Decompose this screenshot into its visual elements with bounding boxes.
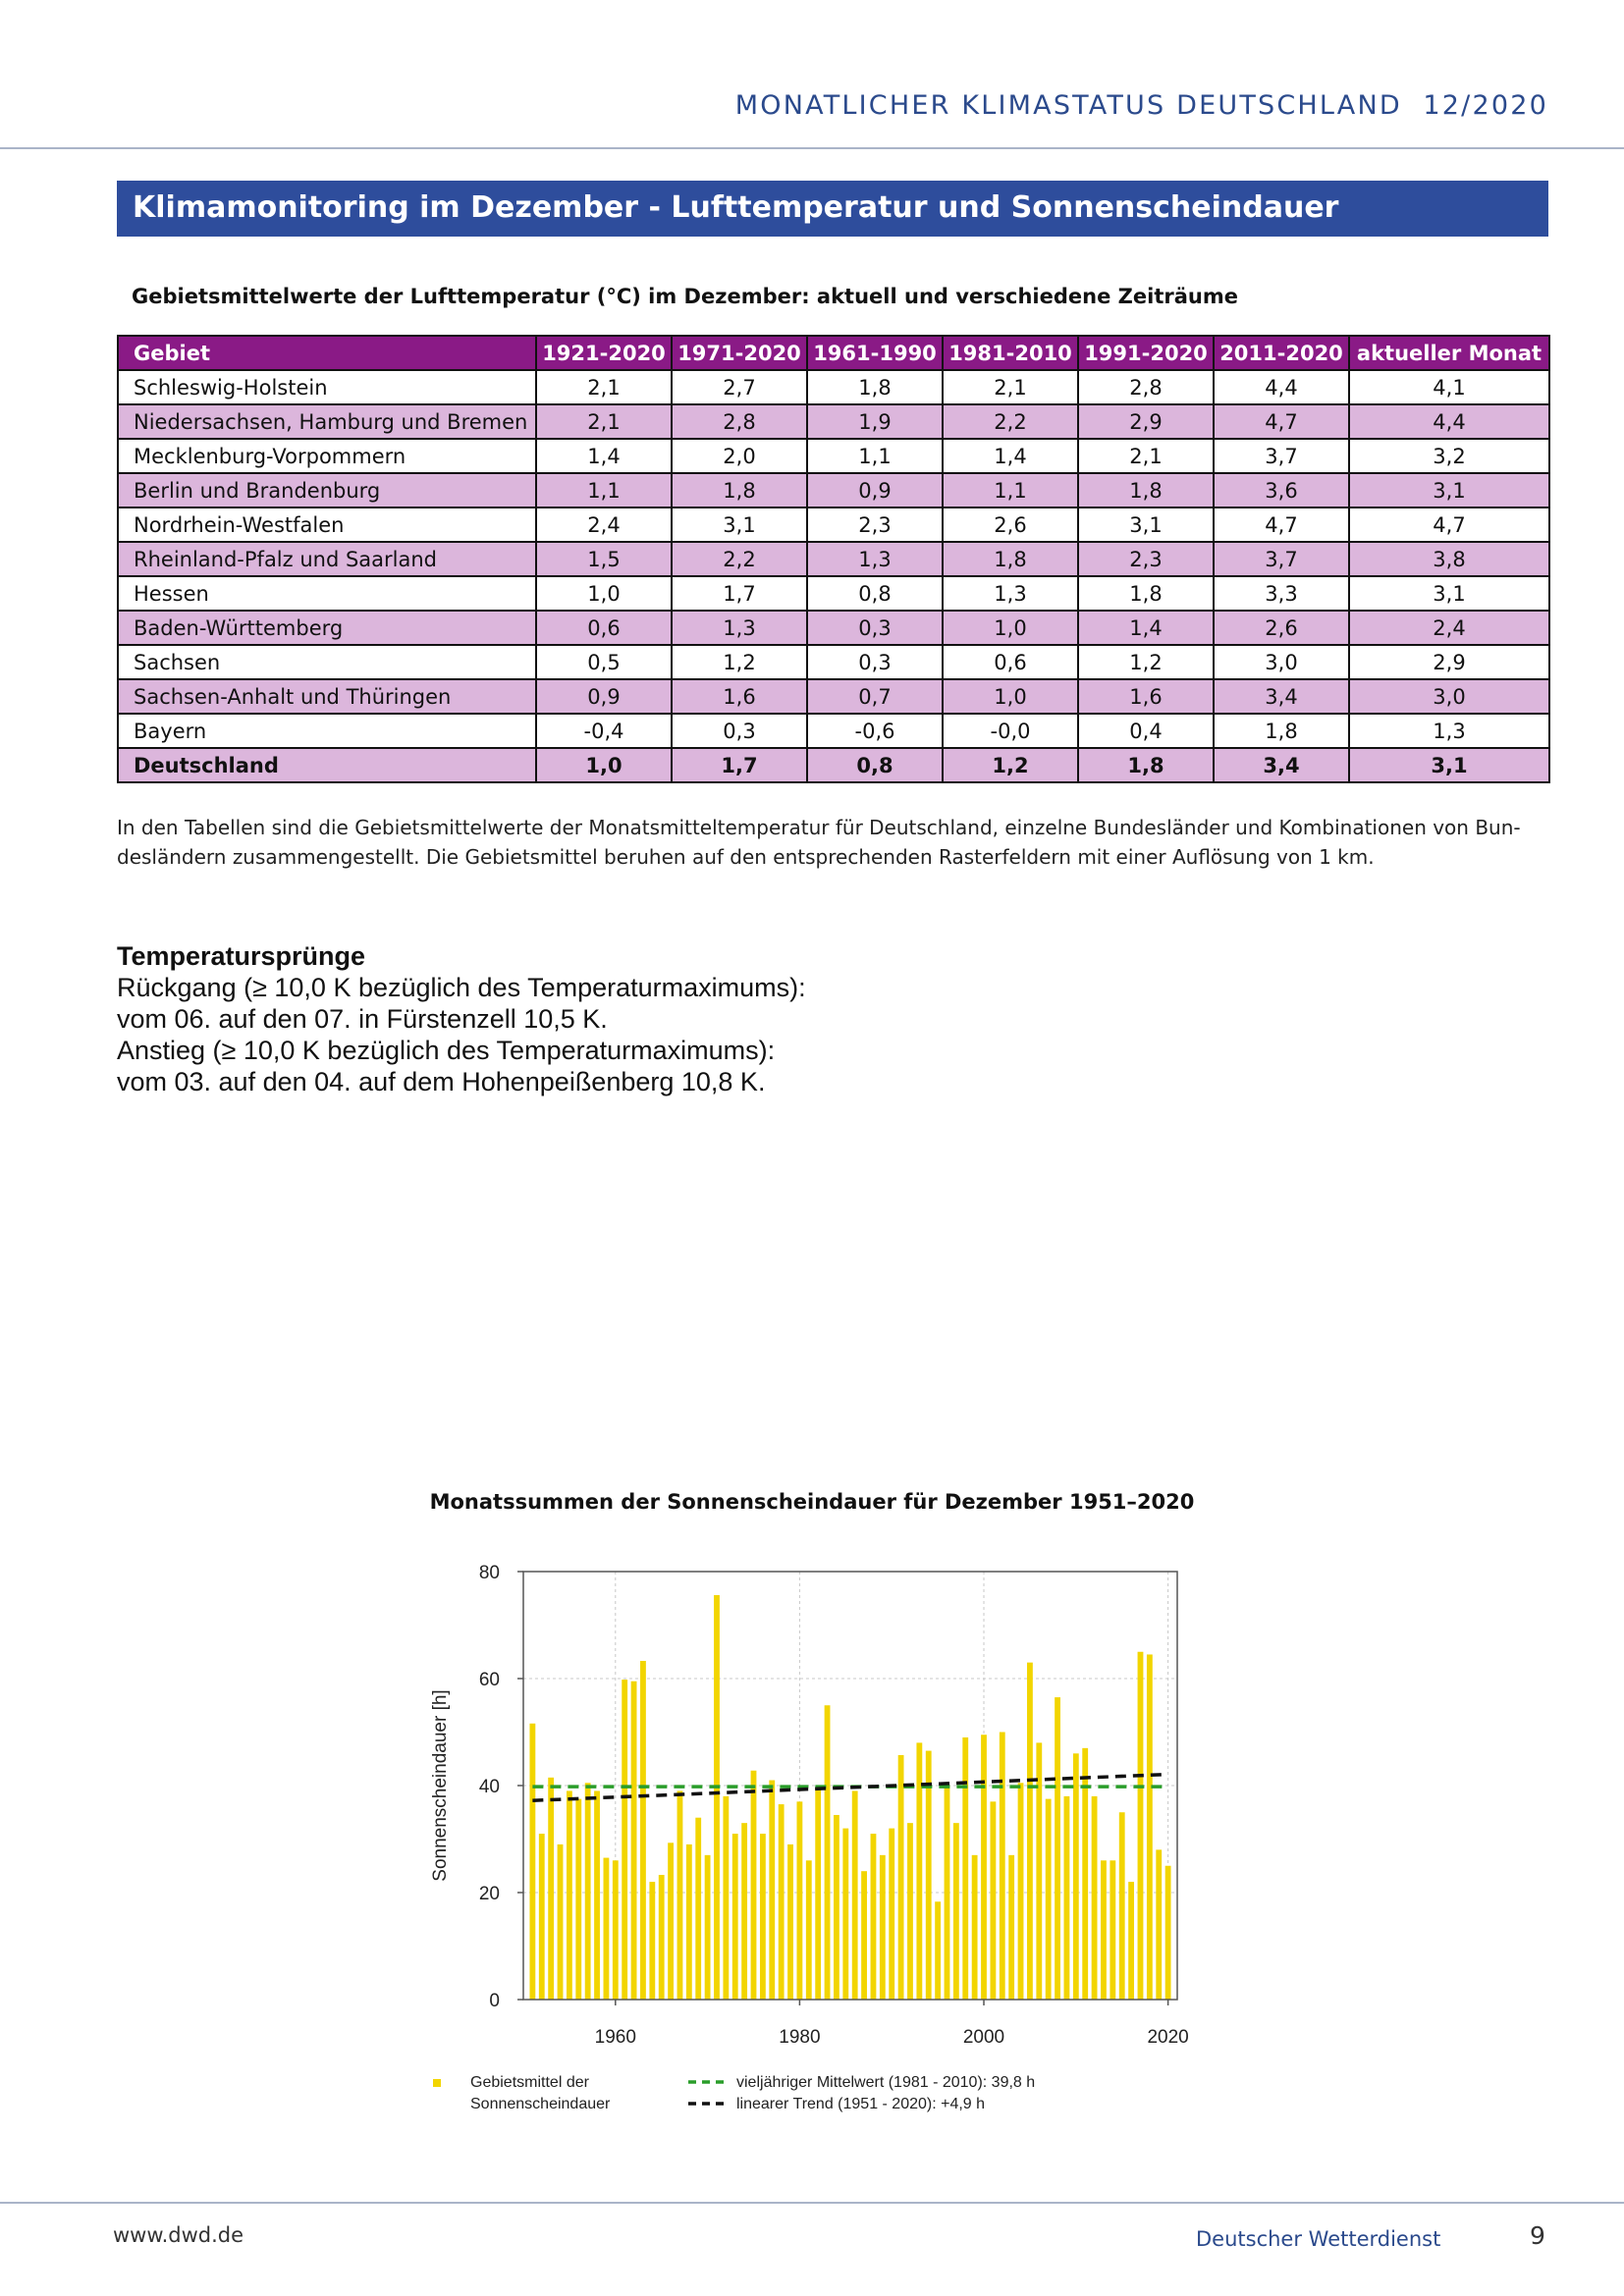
section-title-bar <box>117 181 1548 237</box>
table-header-row <box>118 336 1549 370</box>
bar <box>981 1735 987 2000</box>
temperature-cell: 1,1 <box>807 439 943 473</box>
bar <box>732 1834 738 2000</box>
bar <box>953 1823 959 2000</box>
table-row <box>118 507 1549 542</box>
temperature-cell: 1,6 <box>1078 679 1214 714</box>
temperature-cell: 1,8 <box>1078 748 1214 782</box>
table-title: Gebietsmittelwerte der Lufttemperatur (°C) im Dezember: aktuell und verschiedene Zeiträume <box>132 285 1238 308</box>
temperature-cell: 4,7 <box>1349 507 1549 542</box>
note-line-2: desländern zusammengestellt. Die Gebietsmittel beruhen auf den entsprechenden Rasterfeldern mit einer Auflösung von 1 km. <box>117 845 1375 869</box>
bar <box>529 1724 535 2000</box>
footer-org: Deutscher Wetterdienst <box>1196 2227 1441 2251</box>
temperature-cell: 3,6 <box>1214 473 1349 507</box>
region-cell: Niedersachsen, Hamburg und Bremen <box>118 404 536 439</box>
bar <box>1046 1799 1052 2000</box>
table-row <box>118 679 1549 714</box>
bar <box>842 1829 848 2000</box>
temperature-cell: 0,4 <box>1078 714 1214 748</box>
bar <box>797 1801 803 2000</box>
bar <box>604 1858 610 2000</box>
temperature-jumps <box>117 940 806 1097</box>
temperature-cell: 3,2 <box>1349 439 1549 473</box>
jump-line-3: Anstieg (≥ 10,0 K bezüglich des Temperaturmaximums): <box>117 1036 776 1065</box>
bar <box>714 1595 720 2000</box>
temperature-cell: 1,3 <box>1349 714 1549 748</box>
bar <box>585 1783 591 2000</box>
bar <box>677 1790 683 2000</box>
temperature-cell: 3,1 <box>1349 473 1549 507</box>
temperature-cell: 2,1 <box>943 370 1078 404</box>
region-cell: Sachsen-Anhalt und Thüringen <box>118 679 536 714</box>
temperature-cell: 1,1 <box>536 473 672 507</box>
temperature-cell: 0,8 <box>807 576 943 611</box>
temperature-cell: 2,9 <box>1349 645 1549 679</box>
bar <box>1000 1733 1005 2001</box>
note-line-1: In den Tabellen sind die Gebietsmittelwerte der Monatsmitteltemperatur für Deutschland, einzelne Bundesländer und Kombinationen von Bun- <box>117 816 1521 839</box>
bar <box>760 1834 766 2000</box>
jump-line-2: vom 06. auf den 07. in Fürstenzell 10,5 K. <box>117 1004 608 1034</box>
temperature-cell: 2,8 <box>1078 370 1214 404</box>
temperature-cell: 3,4 <box>1214 679 1349 714</box>
region-cell: Rheinland-Pfalz und Saarland <box>118 542 536 576</box>
region-cell: Nordrhein-Westfalen <box>118 507 536 542</box>
table-row <box>118 714 1549 748</box>
column-header-period: 1921-2020 <box>536 336 672 370</box>
bar <box>779 1804 785 2000</box>
legend-bar-label-1: Gebietsmittel der <box>470 2074 589 2091</box>
bar <box>1092 1796 1098 2000</box>
bar <box>815 1789 821 2000</box>
temperature-cell: 2,0 <box>672 439 807 473</box>
column-header-period: 1971-2020 <box>672 336 807 370</box>
bar <box>861 1871 867 2000</box>
temperature-cell: 2,2 <box>943 404 1078 439</box>
temperature-cell: 1,6 <box>672 679 807 714</box>
column-header-period: aktueller Monat <box>1349 336 1549 370</box>
bar <box>1027 1663 1033 2000</box>
temperature-cell: 0,3 <box>672 714 807 748</box>
temperature-cell: 4,7 <box>1214 404 1349 439</box>
bar <box>1156 1849 1162 2000</box>
section-title: Klimamonitoring im Dezember - Lufttemperatur und Sonnenscheindauer <box>133 190 1339 225</box>
bar <box>907 1823 913 2000</box>
legend-bar-label-2: Sonnenscheindauer <box>470 2096 611 2112</box>
bar <box>871 1834 877 2000</box>
region-cell: Hessen <box>118 576 536 611</box>
bar <box>613 1860 619 2000</box>
column-header-period: 2011-2020 <box>1214 336 1349 370</box>
bar <box>539 1834 545 2000</box>
bar <box>825 1705 831 2000</box>
bar <box>723 1796 729 2000</box>
header-issue: 12/2020 <box>1423 90 1548 121</box>
bar <box>622 1680 627 2000</box>
temperature-cell: 0,8 <box>807 748 943 782</box>
temperature-cell: 4,4 <box>1349 404 1549 439</box>
temperature-cell: 3,1 <box>1349 748 1549 782</box>
bar <box>972 1855 978 2000</box>
bar <box>594 1790 600 2000</box>
page-footer <box>0 2202 1624 2296</box>
temperature-cell: 1,8 <box>807 370 943 404</box>
table-row <box>118 473 1549 507</box>
temperature-cell: 1,0 <box>943 679 1078 714</box>
temperature-cell: 2,8 <box>672 404 807 439</box>
page-number: 9 <box>1530 2221 1545 2250</box>
column-header-region: Gebiet <box>118 336 536 370</box>
temperature-cell: 1,2 <box>943 748 1078 782</box>
column-header-period: 1991-2020 <box>1078 336 1214 370</box>
header-title: MONATLICHER KLIMASTATUS DEUTSCHLAND 12/2020 <box>734 90 1548 121</box>
temperature-cell: 4,7 <box>1214 507 1349 542</box>
temperature-cell: 1,3 <box>807 542 943 576</box>
table-row <box>118 439 1549 473</box>
bar <box>659 1875 665 2000</box>
temperature-cell: 0,7 <box>807 679 943 714</box>
temperature-cell: 2,1 <box>1078 439 1214 473</box>
jump-line-1: Rückgang (≥ 10,0 K bezüglich des Temperaturmaximums): <box>117 973 806 1002</box>
temperature-cell: 1,8 <box>1078 576 1214 611</box>
table-row <box>118 645 1549 679</box>
temperature-cell: 2,1 <box>536 370 672 404</box>
bar <box>852 1790 858 2000</box>
column-header-period: 1981-2010 <box>943 336 1078 370</box>
legend-mean-label: vieljähriger Mittelwert (1981 - 2010): 39,8 h <box>736 2074 1036 2091</box>
temperature-cell: 2,6 <box>943 507 1078 542</box>
temperature-cell: 2,6 <box>1214 611 1349 645</box>
legend-bar-swatch <box>433 2079 441 2087</box>
temperature-cell: 4,1 <box>1349 370 1549 404</box>
table-row <box>118 370 1549 404</box>
bar <box>1101 1860 1107 2000</box>
temperature-cell: 1,2 <box>1078 645 1214 679</box>
bar <box>889 1829 894 2000</box>
page-header <box>0 0 1624 149</box>
bar <box>1064 1796 1070 2000</box>
temperature-cell: 0,6 <box>943 645 1078 679</box>
temperature-cell: 1,8 <box>672 473 807 507</box>
temperature-cell: 3,0 <box>1214 645 1349 679</box>
temperature-cell: 0,9 <box>536 679 672 714</box>
region-cell: Sachsen <box>118 645 536 679</box>
temperature-cell: 1,4 <box>536 439 672 473</box>
table-row <box>118 576 1549 611</box>
bar <box>962 1737 968 2000</box>
bar <box>1008 1855 1014 2000</box>
temperature-cell: 1,0 <box>536 576 672 611</box>
temperature-cell: 2,4 <box>536 507 672 542</box>
bar <box>916 1742 922 2000</box>
x-tick-label: 1980 <box>779 2027 821 2048</box>
temperature-cell: 2,2 <box>672 542 807 576</box>
table-note <box>117 813 1548 872</box>
bar <box>558 1844 564 2000</box>
y-tick-label: 0 <box>489 1991 500 2011</box>
bar <box>1073 1753 1079 2000</box>
temperature-cell: 1,5 <box>536 542 672 576</box>
temperature-cell: 1,3 <box>672 611 807 645</box>
bar <box>548 1778 554 2000</box>
temperature-cell: 0,9 <box>807 473 943 507</box>
bar <box>575 1799 581 2000</box>
temperature-cell: 2,7 <box>672 370 807 404</box>
bar <box>945 1786 950 2000</box>
temperature-cell: 1,0 <box>943 611 1078 645</box>
bar <box>1147 1654 1153 2000</box>
chart-title: Monatssummen der Sonnenscheindauer für Dezember 1951–2020 <box>429 1490 1195 1514</box>
temperature-cell: 3,8 <box>1349 542 1549 576</box>
temperature-cell: 3,7 <box>1214 439 1349 473</box>
bar <box>668 1842 674 2000</box>
y-tick-label: 80 <box>478 1563 500 1583</box>
temperature-jumps-title: Temperatursprünge <box>117 941 366 971</box>
bar <box>898 1755 904 2000</box>
temperature-cell: 3,1 <box>1078 507 1214 542</box>
bar <box>1018 1783 1024 2000</box>
table-row <box>118 542 1549 576</box>
jump-line-4: vom 03. auf den 04. auf dem Hohenpeißenberg 10,8 K. <box>117 1067 766 1096</box>
region-cell: Berlin und Brandenburg <box>118 473 536 507</box>
region-cell: Bayern <box>118 714 536 748</box>
region-cell: Mecklenburg-Vorpommern <box>118 439 536 473</box>
table-row <box>118 404 1549 439</box>
temperature-cell: 1,8 <box>1214 714 1349 748</box>
table-row <box>118 748 1549 782</box>
bar <box>990 1801 996 2000</box>
region-cell: Baden-Württemberg <box>118 611 536 645</box>
bar <box>935 1901 941 2000</box>
bar <box>880 1855 886 2000</box>
temperature-cell: 1,7 <box>672 576 807 611</box>
y-axis-label: Sonnenscheindauer [h] <box>430 1689 451 1882</box>
bar <box>686 1844 692 2000</box>
column-header-period: 1961-1990 <box>807 336 943 370</box>
temperature-cell: 3,3 <box>1214 576 1349 611</box>
x-tick-label: 2020 <box>1147 2027 1189 2048</box>
temperature-cell: 1,0 <box>536 748 672 782</box>
bar <box>806 1860 812 2000</box>
temperature-cell: 2,9 <box>1078 404 1214 439</box>
temperature-cell: 1,4 <box>943 439 1078 473</box>
temperature-cell: 3,1 <box>672 507 807 542</box>
temperature-cell: 1,7 <box>672 748 807 782</box>
temperature-cell: 3,7 <box>1214 542 1349 576</box>
temperature-cell: 4,4 <box>1214 370 1349 404</box>
temperature-cell: 0,3 <box>807 645 943 679</box>
bar <box>695 1818 701 2000</box>
bar <box>751 1771 757 2000</box>
temperature-cell: 1,8 <box>943 542 1078 576</box>
temperature-table <box>117 335 1550 783</box>
x-tick-label: 2000 <box>962 2027 1005 2048</box>
temperature-cell: 2,4 <box>1349 611 1549 645</box>
bar <box>1055 1697 1060 2000</box>
bar <box>567 1790 572 2000</box>
bar <box>834 1815 839 2000</box>
bar <box>631 1682 637 2000</box>
region-cell: Deutschland <box>118 748 536 782</box>
y-tick-label: 40 <box>478 1777 500 1797</box>
temperature-cell: 2,3 <box>807 507 943 542</box>
bar <box>649 1882 655 2000</box>
bar <box>769 1781 775 2000</box>
legend-trend-label: linearer Trend (1951 - 2020): +4,9 h <box>736 2096 986 2112</box>
temperature-cell: 1,9 <box>807 404 943 439</box>
temperature-cell: 3,1 <box>1349 576 1549 611</box>
bar <box>1119 1812 1125 2000</box>
bar <box>1128 1882 1134 2000</box>
sunshine-chart <box>412 1551 1218 2160</box>
bar <box>640 1661 646 2000</box>
temperature-cell: 2,3 <box>1078 542 1214 576</box>
temperature-cell: -0,6 <box>807 714 943 748</box>
bar <box>1165 1866 1171 2000</box>
temperature-cell: 1,3 <box>943 576 1078 611</box>
bar <box>741 1823 747 2000</box>
x-tick-label: 1960 <box>594 2027 636 2048</box>
region-cell: Schleswig-Holstein <box>118 370 536 404</box>
temperature-cell: -0,0 <box>943 714 1078 748</box>
temperature-cell: 1,4 <box>1078 611 1214 645</box>
temperature-cell: 1,8 <box>1078 473 1214 507</box>
temperature-cell: 0,3 <box>807 611 943 645</box>
temperature-cell: -0,4 <box>536 714 672 748</box>
temperature-cell: 0,6 <box>536 611 672 645</box>
temperature-cell: 2,1 <box>536 404 672 439</box>
bar <box>787 1844 793 2000</box>
bar <box>705 1855 711 2000</box>
temperature-cell: 1,1 <box>943 473 1078 507</box>
y-tick-label: 60 <box>478 1670 500 1690</box>
temperature-cell: 3,0 <box>1349 679 1549 714</box>
bar <box>1110 1860 1115 2000</box>
temperature-cell: 1,2 <box>672 645 807 679</box>
table-row <box>118 611 1549 645</box>
bar <box>1138 1652 1144 2000</box>
footer-website[interactable]: www.dwd.de <box>113 2223 244 2247</box>
temperature-cell: 3,4 <box>1214 748 1349 782</box>
temperature-cell: 0,5 <box>536 645 672 679</box>
y-tick-label: 20 <box>478 1884 500 1904</box>
